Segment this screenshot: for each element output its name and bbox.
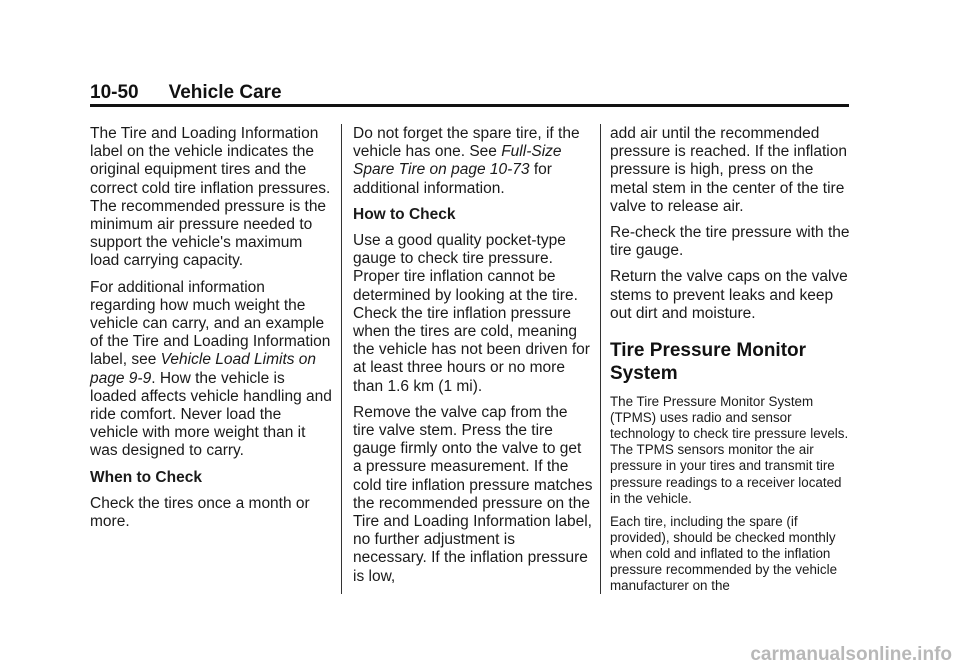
column-divider xyxy=(600,124,601,594)
header-rule xyxy=(90,104,849,107)
paragraph: Return the valve caps on the valve stems to prevent leaks and keep out dirt and moisture. xyxy=(610,268,848,322)
paragraph: The Tire Pressure Monitor System (TPMS) uses radio and sensor technology to check tire pressure levels. The TPMS sensors monitor the air pressure in your tires and transmit tire pressure readings to a receiver located in the vehicle. xyxy=(610,394,849,506)
column-3 xyxy=(610,125,850,601)
section-heading-tpms: Tire Pressure Monitor System xyxy=(610,340,807,385)
section-title: Vehicle Care xyxy=(168,82,282,103)
cross-reference-link[interactable]: Full-Size Spare Tire on page 10-73 xyxy=(353,143,562,179)
watermark: carmanualsonline.info xyxy=(750,644,952,665)
paragraph xyxy=(353,125,593,198)
paragraph: Each tire, including the spare (if provided), should be checked monthly when cold and inflated to the inflation pressure recommended by the vehicle manufacturer on the xyxy=(610,513,838,594)
paragraph: Use a good quality pocket-type gauge to check tire pressure. Proper tire inflation cannot be determined by looking at the tire. Check the tire inflation pressure when the tires are cold, meaning the vehicle has not been driven for at least three hours or no more than 1.6 km (1 mi). xyxy=(353,232,590,395)
subheading-when-to-check: When to Check xyxy=(90,468,202,486)
text: Do not forget the spare tire, if the vehicle has one. See xyxy=(353,125,580,161)
column-1 xyxy=(90,125,333,539)
text: For additional information regarding how much weight the vehicle can carry, and an example of the Tire and Loading Information label, see xyxy=(90,278,331,369)
cross-reference-link[interactable]: Vehicle Load Limits on page 9-9 xyxy=(90,351,317,387)
paragraph: Re-check the tire pressure with the tire gauge. xyxy=(610,224,850,260)
paragraph: The Tire and Loading Information label on the vehicle indicates the original equipment tires and the correct cold tire inflation pressures. The recommended pressure is the minimum air pressure needed to support the vehicle's maximum load carrying capacity. xyxy=(90,125,331,270)
paragraph xyxy=(90,279,333,461)
page-header xyxy=(90,82,282,104)
paragraph: add air until the recommended pressure is reached. If the inflation pressure is high, press on the metal stem in the center of the tire valve to release air. xyxy=(610,125,847,215)
text: for additional information. xyxy=(353,161,552,197)
subheading-how-to-check: How to Check xyxy=(353,205,456,223)
text: . How the vehicle is loaded affects vehicle handling and ride comfort. Never load the vehicle with more weight than it was designed to carry. xyxy=(90,369,332,460)
paragraph: Remove the valve cap from the tire valve stem. Press the tire gauge firmly onto the valve to get a pressure measurement. If the cold tire inflation pressure matches the recommended pressure on the Tire and Loading Information label, no further adjustment is necessary. If the inflation pressure is low, xyxy=(353,403,593,585)
column-2 xyxy=(353,125,593,594)
column-divider xyxy=(341,124,342,594)
paragraph: Check the tires once a month or more. xyxy=(90,494,310,531)
page-number: 10-50 xyxy=(90,82,139,103)
